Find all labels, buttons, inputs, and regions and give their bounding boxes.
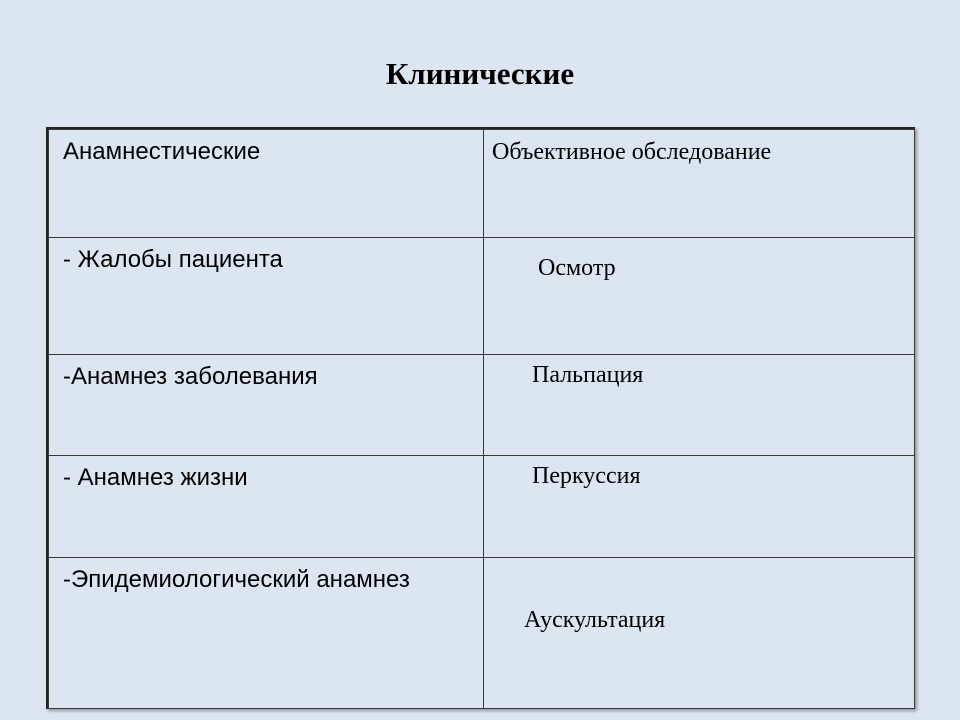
table-cell-right [484, 455, 915, 558]
cell-text-palpation: Пальпация [532, 362, 644, 389]
header-label-objective-exam: Объективное обследование [492, 139, 772, 165]
table-cell-left [49, 558, 484, 709]
table-row [49, 355, 915, 456]
cell-text-inspection: Осмотр [538, 254, 616, 281]
cell-text-percussion: Перкуссия [532, 462, 641, 489]
table-cell-left [49, 355, 484, 456]
cell-text-life-history: - Анамнез жизни [63, 463, 248, 491]
cell-text-complaints: - Жалобы пациента [63, 245, 283, 273]
cell-text-auscultation: Аускультация [524, 607, 666, 634]
slide-title: Клинические [385, 56, 575, 91]
table-cell-right [484, 237, 915, 355]
cell-text-disease-history: -Анамнез заболевания [63, 363, 318, 391]
table-row [49, 558, 915, 709]
cell-text-epidemiological-history: -Эпидемиологический анамнез [63, 566, 410, 594]
table-cell-right [484, 355, 915, 456]
table-header-row [49, 130, 915, 238]
table-row [49, 455, 915, 558]
table-cell-left [49, 455, 484, 558]
methods-table [46, 127, 915, 709]
table-cell-left [49, 237, 484, 355]
table-cell-right [484, 558, 915, 709]
header-label-anamnestic: Анамнестические [63, 138, 261, 165]
header-cell-objective-exam [484, 130, 915, 238]
table-row [49, 237, 915, 355]
header-cell-anamnestic [49, 130, 484, 238]
methods-table-grid [48, 129, 915, 709]
